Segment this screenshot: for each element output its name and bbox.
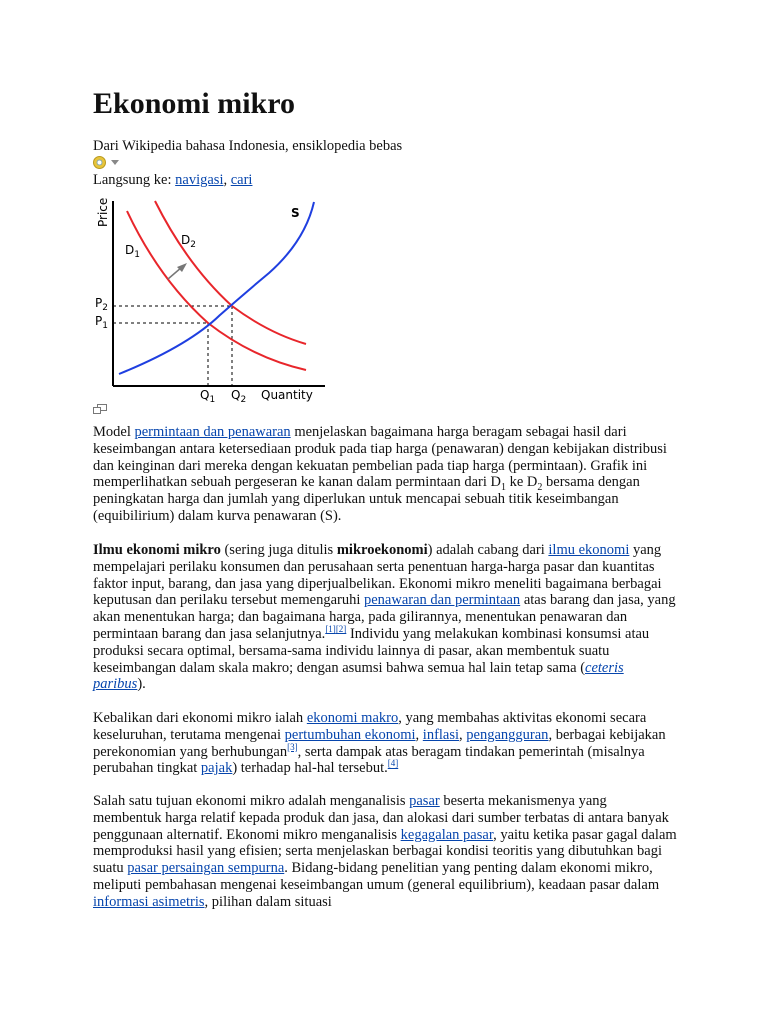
q2-label: $Q_2$ [231, 388, 247, 405]
reference-1[interactable]: [1] [325, 624, 336, 635]
link-pengangguran[interactable]: pengangguran [466, 726, 549, 743]
enlarge-icon[interactable] [93, 404, 107, 414]
link-pajak[interactable]: pajak [200, 760, 233, 777]
jump-links [93, 172, 252, 189]
figure-caption: Model permintaan dan penawaran menjelaskan bagaimana harga beragam sebagai hasil dari keseimbangan antara ketersediaan produk pada tiap harga (penawaran) dengan kebijakan distribusi dan keinginan dari mereka dengan kekuatan pembelian pada tiap harga (permintaan). Grafik ini memperlihatkan sebuah pergeseran ke kanan dalam permintaan dari $D_1$ ke $D_2$ bersama dengan peningkatan harga dan jumlah yang diperlukan untuk mencapai sebuah titik keseimbangan (equibilirium) dalam kurva penawaran (S). [93, 424, 667, 524]
globe-icon[interactable] [93, 156, 106, 169]
link-informasi-asimetris[interactable]: informasi asimetris [93, 893, 205, 910]
link-pasar[interactable]: pasar [409, 793, 440, 809]
link-ekonomi-makro[interactable]: ekonomi makro [306, 710, 399, 726]
navigation-link[interactable]: navigasi [175, 172, 224, 188]
link-inflasi[interactable]: inflasi [422, 726, 460, 743]
link-pasar-persaingan-sempurna[interactable]: pasar persaingan sempurna [127, 860, 285, 877]
link-ilmu-ekonomi[interactable]: ilmu ekonomi [548, 542, 630, 558]
paragraph-intro: Ilmu ekonomi mikro (sering juga ditulis mikroekonomi) adalah cabang dari ilmu ekonomi yang mempelajari perilaku konsumen dan perusahaan serta penentuan harga-harga pasar dan kuantitas faktor input, barang, dan jasa yang diperjualbelikan. Ekonomi mikro meneliti bagaimana berbagai keputusan dan perilaku tersebut memengaruhi penawaran dan permintaan atas barang dan jasa, yang akan menentukan harga; dan bagaimana harga, pada gilirannya, menentukan penawaran dan permintaan barang dan jasa selanjutnya.[1][2] Individu yang melakukan kombinasi konsumsi atau produksi secara optimal, bersama-sama individu lainnya di pasar, akan membentuk suatu keseimbangan dalam skala makro; dengan asumsi bahwa semua hal lain tetap sama (ceteris paribus). [93, 542, 676, 693]
site-tagline: Dari Wikipedia bahasa Indonesia, ensiklopedia bebas [93, 138, 403, 154]
demand-curve-d2 [155, 201, 306, 344]
jump-prefix: Langsung ke: [93, 172, 176, 188]
supply-curve [119, 202, 314, 374]
supply-demand-figure [93, 193, 333, 413]
q1-label: $Q_1$ [200, 388, 216, 405]
paragraph-macro: Kebalikan dari ekonomi mikro ialah ekonomi makro, yang membahas aktivitas ekonomi secara keseluruhan, terutama mengenai pertumbuhan ekonomi, inflasi, pengangguran, berbagai kebijakan perekonomian yang berhubungan[3], serta dampak atas beragam tindakan pemerintah (misalnya perubahan tingkat pajak) terhadap hal-hal tersebut.[4] [93, 710, 666, 777]
p2-label: $P_2$ [95, 296, 108, 313]
page-title: Ekonomi mikro [93, 87, 295, 120]
y-axis-label: Price [96, 197, 110, 227]
link-permintaan-dan-penawaran[interactable]: permintaan dan penawaran [134, 424, 291, 440]
link-penawaran-dan-permintaan[interactable]: penawaran dan permintaan [363, 592, 521, 609]
x-axis-label: Quantity [261, 388, 313, 402]
language-selector[interactable] [93, 154, 119, 170]
p1-label: $P_1$ [95, 314, 108, 331]
reference-2[interactable]: [2] [335, 624, 347, 635]
d1-label: $D_1$ [125, 243, 140, 260]
supply-demand-graph [93, 193, 333, 413]
link-pertumbuhan-ekonomi[interactable]: pertumbuhan ekonomi [284, 726, 416, 743]
d2-label: $D_2$ [181, 233, 196, 250]
reference-3[interactable]: [3] [287, 741, 298, 752]
paragraph-goals: Salah satu tujuan ekonomi mikro adalah menganalisis pasar beserta mekanismenya yang membentuk harga relatif kepada produk dan jasa, dan alokasi dari sumber terbatas di antara banyak penggunaan alternatif. Ekonomi mikro menganalisis kegagalan pasar, yaitu ketika pasar gagal dalam memproduksi hasil yang efisien; serta menjelaskan berbagai kondisi teoritis yang dibutuhkan bagi suatu pasar persaingan sempurna. Bidang-bidang penelitian yang penting dalam ekonomi mikro, meliputi pembahasan mengenai keseimbangan umum (general equilibrium), keadaan pasar dalam informasi asimetris, pilihan dalam situasi [93, 793, 677, 910]
search-link[interactable]: cari [230, 172, 253, 188]
caret-down-icon[interactable] [111, 160, 119, 165]
link-ceteris-paribus[interactable]: ceteris paribus [93, 659, 624, 693]
reference-4[interactable]: [4] [387, 758, 399, 769]
jump-separator: , [223, 172, 231, 188]
supply-label: S [291, 206, 300, 220]
link-kegagalan-pasar[interactable]: kegagalan pasar [400, 826, 494, 843]
